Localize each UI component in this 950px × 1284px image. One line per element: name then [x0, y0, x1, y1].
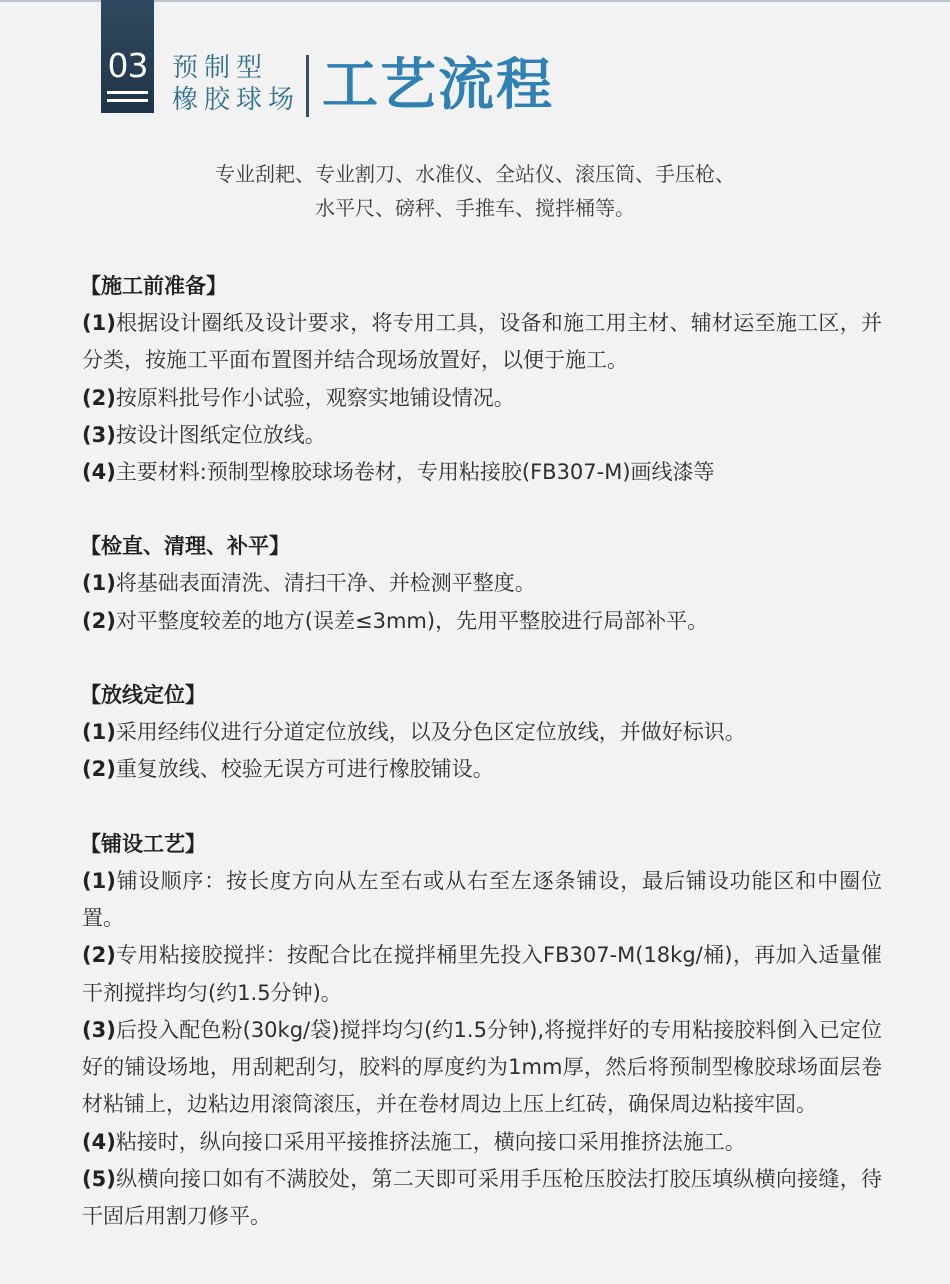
item-text: 纵横向接口如有不满胶处，第二天即可采用手压枪压胶法打胶压填纵横向接缝，待干固后用割刀修平。: [82, 1167, 882, 1229]
item-number: (1): [82, 868, 116, 893]
item-number: (5): [82, 1167, 116, 1192]
section-heading: 【检直、清理、补平】: [80, 534, 290, 559]
title-divider: [306, 55, 309, 117]
item-text: 采用经纬仪进行分道定位放线，以及分色区定位放线，并做好标识。: [115, 720, 746, 745]
tools-line-2: 水平尺、磅秤、手推车、搅拌桶等。: [315, 196, 635, 220]
list-item: [82, 714, 882, 751]
section-heading: 【施工前准备】: [80, 274, 227, 298]
item-number: (1): [82, 571, 116, 596]
section-number: 03: [107, 46, 148, 85]
subtitle: [172, 52, 301, 116]
list-item: [82, 380, 882, 417]
list-item: [82, 454, 882, 491]
item-number: (1): [82, 311, 116, 335]
item-text: 对平整度较差的地方(误差≤3mm)，先用平整胶进行局部补平。: [115, 608, 709, 633]
item-number: (1): [82, 720, 116, 745]
item-text: 根据设计圈纸及设计要求，将专用工具，设备和施工用主材、辅材运至施工区，并分类，按施工平面布置图并结合现场放置好，以便于施工。: [82, 311, 882, 373]
list-item: [82, 937, 882, 1012]
list-item: [82, 565, 882, 602]
item-number: (2): [82, 943, 116, 968]
badge-underline-2: [107, 99, 148, 102]
section-inspection: [82, 528, 882, 640]
badge-underline-1: [107, 91, 148, 94]
process-content: [82, 268, 882, 1273]
list-item: [82, 1124, 882, 1161]
section-number-badge: [101, 0, 154, 113]
section-positioning: [82, 677, 882, 789]
subtitle-line-2: 橡胶球场: [172, 85, 301, 115]
page-title: 工艺流程: [322, 53, 554, 118]
item-number: (2): [82, 385, 116, 410]
item-text: 重复放线、校验无误方可进行橡胶铺设。: [115, 757, 494, 782]
item-number: (2): [82, 608, 116, 633]
list-item: [82, 1161, 882, 1236]
item-text: 按原料批号作小试验，观察实地铺设情况。: [115, 385, 515, 410]
section-heading: 【铺设工艺】: [80, 831, 206, 856]
subtitle-line-1: 预制型: [172, 53, 269, 83]
item-number: (2): [82, 757, 116, 782]
list-item: [82, 863, 882, 938]
tools-line-1: 专业刮耙、专业割刀、水准仪、全站仪、滚压筒、手压枪、: [215, 162, 735, 186]
list-item: [82, 603, 882, 640]
item-text: 专用粘接胶搅拌：按配合比在搅拌桶里先投入FB307-M(18kg/桶)，再加入适量催干剂搅拌均匀(约1.5分钟)。: [82, 943, 882, 1005]
item-text: 粘接时，纵向接口采用平接推挤法施工，横向接口采用推挤法施工。: [115, 1129, 746, 1154]
list-item: [82, 417, 882, 454]
item-number: (3): [82, 422, 116, 447]
section-heading: 【放线定位】: [80, 683, 206, 708]
item-number: (4): [82, 460, 116, 485]
item-text: 按设计图纸定位放线。: [115, 422, 326, 447]
list-item: [82, 305, 882, 380]
list-item: [82, 1012, 882, 1124]
tools-list: [0, 157, 950, 225]
item-text: 后投入配色粉(30kg/袋)搅拌均匀(约1.5分钟),将搅拌好的专用粘接胶料倒入已定位好的铺设场地，用刮耙刮匀，胶料的厚度约为1mm厚，然后将预制型橡胶球场面层卷材粘铺上，边粘边用滚筒滚压，并在卷材周边上压上红砖，确保周边粘接牢固。: [82, 1017, 882, 1117]
item-text: 铺设顺序：按长度方向从左至右或从右至左逐条铺设，最后铺设功能区和中圈位置。: [82, 868, 882, 930]
list-item: [82, 751, 882, 788]
section-laying: [82, 826, 882, 1236]
item-number: (3): [82, 1017, 116, 1042]
item-text: 主要材料:预制型橡胶球场卷材，专用粘接胶(FB307-M)画线漆等: [115, 460, 715, 485]
section-preparation: [82, 268, 882, 491]
item-number: (4): [82, 1129, 116, 1154]
item-text: 将基础表面清洗、清扫干净、并检测平整度。: [115, 571, 536, 596]
